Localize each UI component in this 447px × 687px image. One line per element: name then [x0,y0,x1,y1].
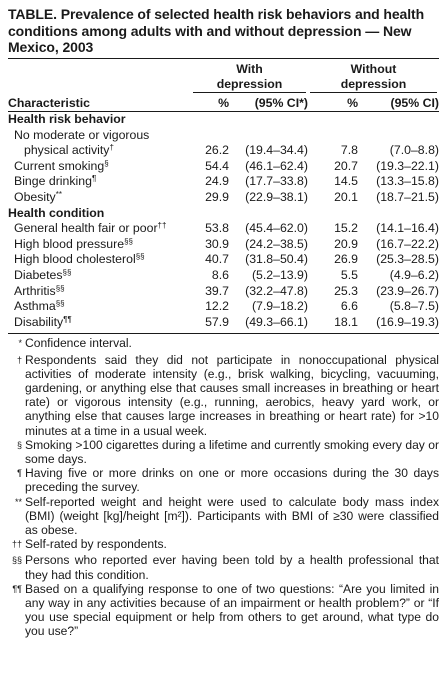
without-ci: (7.0–8.8) [389,143,439,158]
footnote-text: Confidence interval. [25,336,132,351]
footnote-mark [8,466,25,494]
without-ci: (4.9–6.2) [389,268,439,283]
with-pct: 24.9 [205,174,229,189]
footnote-text: Respondents said they did not participate in nonoccupational physical activities of moderate intensity (e.g., brisk walking, bicycling, vacuuming, gardening, or anything else that causes small increases in breathing or heart rate) or vigorous intensity (e.g., running, aerobics, heavy yard work, or anything else that causes large increases in breathing or heart rate) for >10 minutes at a time in a usual week. [25,352,439,438]
table-row [8,315,439,331]
with-pct: 57.9 [205,314,229,329]
footnote-symbol: §§ [11,555,22,566]
footnote-symbol: * [18,338,22,349]
row-label [8,284,191,300]
with-ci: (17.7–33.8) [245,174,308,189]
row-label-text: physical activity [24,143,110,158]
row-label: No moderate or vigorous [14,127,150,142]
with-pct: 40.7 [205,252,229,267]
with-pct: 53.8 [205,221,229,236]
footnote-mark [8,336,25,352]
footnote-marker: ** [55,190,62,200]
without-pct: 14.5 [334,174,358,189]
with-ci: (45.4–62.0) [245,221,308,236]
with-pct: 12.2 [205,299,229,314]
footnote-symbol: § [16,439,22,450]
table-row [8,159,439,175]
without-pct: 6.6 [340,299,358,314]
without-pct: 5.5 [340,268,358,283]
footnote [8,495,439,538]
with-pct: 8.6 [211,268,229,283]
with-pct: 54.4 [205,158,229,173]
footnote-marker: ¶ [91,174,97,184]
table-row [8,252,439,268]
without-ci: (14.1–16.4) [376,221,439,236]
footnote [8,438,439,466]
with-pct: 30.9 [205,236,229,251]
without-ci: (16.7–22.2) [376,236,439,251]
section-header-row [8,206,439,222]
row-label [8,237,191,253]
row-label-text: Binge drinking [14,174,92,189]
row-label-text: Current smoking [14,158,105,173]
row-label [8,221,191,237]
table-row [8,174,439,190]
footnote-symbol: † [16,354,22,365]
without-pct-header: % [347,95,358,110]
row-label-text: High blood pressure [14,236,125,251]
with-ci-header: (95% CI*) [254,95,308,110]
section-label: Health risk behavior [8,112,126,127]
table-row [8,299,439,315]
without-ci: (13.3–15.8) [376,174,439,189]
table-bottom-rule [8,333,439,334]
without-ci: (25.3–28.5) [376,252,439,267]
footnote-marker: § [104,158,109,168]
footnote-marker: §§ [55,283,65,293]
section-label: Health condition [8,205,105,220]
without-ci-header: (95% CI) [390,95,439,110]
with-ci: (32.2–47.8) [245,283,308,298]
footnote [8,553,439,581]
group-header-row [8,59,439,96]
characteristic-header: Characteristic [8,95,91,110]
section-header-row [8,112,439,128]
row-label [8,315,191,331]
without-ci: (18.7–21.5) [376,190,439,205]
table-row [8,221,439,237]
without-pct: 15.2 [334,221,358,236]
footnote-text: Having five or more drinks on one or more occasions during the 30 days preceding the survey. [25,466,439,495]
prevalence-table [8,59,439,331]
table-row [8,268,439,284]
with-ci: (22.9–38.1) [245,190,308,205]
footnote [8,336,439,352]
table-row [8,128,439,144]
without-ci: (19.3–22.1) [376,158,439,173]
with-ci: (31.8–50.4) [245,252,308,267]
table-row [8,143,439,159]
footnote-text: Self-reported weight and height were used to calculate body mass index (BMI) (weight [kg]/height [m²]). Participants with BMI of ≥30 were classified as obese. [25,494,439,538]
footnote-marker: †† [157,221,167,231]
row-label-text: General health fair or poor [14,221,158,236]
footnote-text: Based on a qualifying response to one of two questions: “Are you limited in any way in any activities because of an impairment or health problem?” or “If you use special equipment or help from others to get around, what type do you use?” [25,581,439,639]
footnote [8,353,439,438]
footnote-symbol: †† [11,539,22,550]
without-pct: 25.3 [334,283,358,298]
with-pct-header: % [218,95,229,110]
table-row [8,237,439,253]
row-label-text: Diabetes [14,268,63,283]
table-body [8,112,439,330]
with-pct: 39.7 [205,283,229,298]
footnote-text: Persons who reported ever having been told by a health professional that they had this condition. [25,553,439,582]
with-ci: (7.9–18.2) [251,299,308,314]
without-pct: 20.1 [334,190,358,205]
footnote [8,582,439,639]
footnote-text: Self-rated by respondents. [25,537,167,552]
row-label [8,299,191,315]
footnote-text: Smoking >100 cigarettes during a lifetime and currently smoking every day or some days. [25,437,439,467]
footnotes [8,336,439,638]
footnote-mark [8,582,25,639]
without-pct: 20.7 [334,158,358,173]
footnote-symbol: ** [14,496,22,507]
row-label [8,190,191,206]
with-ci: (49.3–66.1) [245,314,308,329]
footnote-mark [8,537,25,553]
without-ci: (23.9–26.7) [376,283,439,298]
with-ci: (5.2–13.9) [251,268,308,283]
without-depression-header: Without depression [308,62,439,93]
footnote-marker: §§ [55,299,65,309]
without-pct: 20.9 [334,236,358,251]
without-ci: (5.8–7.5) [389,299,439,314]
row-label-text: High blood cholesterol [14,252,136,267]
footnote-symbol: ¶¶ [12,583,22,594]
footnote [8,537,439,553]
with-ci: (46.1–62.4) [245,158,308,173]
footnote-mark [8,353,25,438]
row-label-text: Obesity [14,190,56,205]
without-pct: 7.8 [340,143,358,158]
footnote-mark [8,438,25,466]
table-row [8,284,439,300]
row-label-text: Arthritis [14,283,56,298]
row-label [8,143,191,159]
footnote-marker: † [109,143,114,153]
row-label-text: Disability [14,314,64,329]
footnote [8,466,439,494]
with-pct: 26.2 [205,143,229,158]
footnote-mark [8,553,25,581]
row-label-text: Asthma [14,299,56,314]
table-title: TABLE. Prevalence of selected health risk behaviors and health conditions among adults with and without depression — New Mexico, 2003 [8,6,425,55]
without-ci: (16.9–19.3) [376,314,439,329]
footnote-marker: §§ [62,268,72,278]
footnote-marker: §§ [124,236,133,246]
column-header-row [8,96,439,112]
row-label [8,252,191,268]
footnote-symbol: ¶ [17,468,22,479]
footnote-marker: ¶¶ [63,314,72,324]
with-ci: (24.2–38.5) [245,236,308,251]
with-depression-header: With depression [191,62,308,93]
with-ci: (19.4–34.4) [245,143,308,158]
row-label [8,159,191,175]
with-pct: 29.9 [205,190,229,205]
row-label [8,268,191,284]
row-label [8,174,191,190]
without-pct: 18.1 [334,314,358,329]
footnote-mark [8,495,25,538]
footnote-marker: §§ [135,252,145,262]
table-row [8,190,439,206]
without-pct: 26.9 [334,252,358,267]
